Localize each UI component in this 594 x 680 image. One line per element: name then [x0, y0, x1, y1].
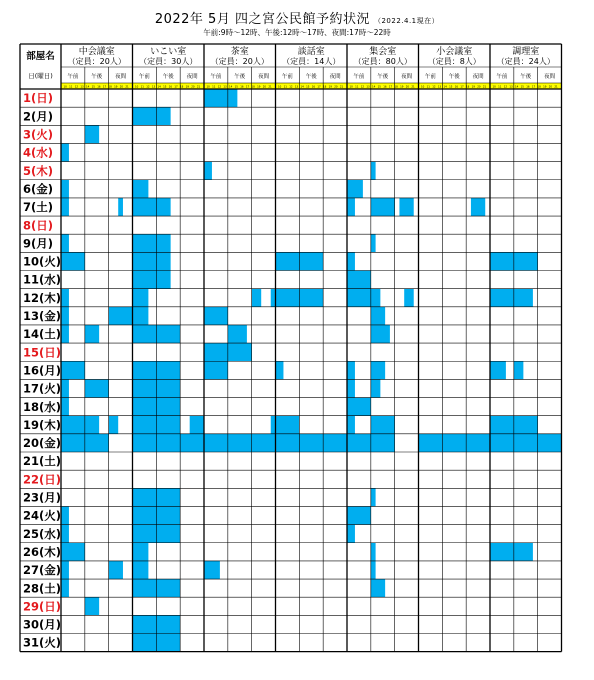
- booking-block: [371, 234, 376, 252]
- room-name: 小会議室: [436, 47, 473, 57]
- booking-block: [133, 198, 171, 216]
- day-label: 1(日): [23, 91, 54, 106]
- as-of-date: （2022.4.1現在）: [373, 17, 440, 25]
- booking-block: [490, 543, 533, 561]
- day-label: 20(金): [23, 436, 62, 451]
- day-label: 18(水): [23, 399, 62, 414]
- hour-tick-label: 14: [157, 85, 161, 89]
- hour-tick-label: 16: [383, 85, 387, 89]
- booking-block: [490, 289, 533, 307]
- day-label: 16(月): [23, 363, 62, 378]
- booking-block: [61, 579, 69, 597]
- hour-tick-label: 18: [537, 85, 541, 89]
- period-label: 午後: [234, 74, 246, 80]
- room-capacity: （定員：20人）: [210, 57, 269, 66]
- day-label: 29(日): [23, 599, 62, 614]
- booking-block: [85, 379, 109, 397]
- period-label: 夜間: [544, 74, 556, 80]
- hour-tick-label: 10: [278, 85, 282, 89]
- day-label: 22(日): [23, 472, 62, 487]
- period-label: 午前: [210, 74, 222, 80]
- period-label: 午前: [496, 74, 508, 80]
- day-label: 19(木): [23, 417, 62, 432]
- booking-block: [347, 506, 371, 524]
- hour-tick-label: 17: [460, 85, 464, 89]
- day-label: 31(火): [23, 635, 62, 650]
- day-label: 17(火): [23, 381, 62, 396]
- hour-tick-label: 13: [509, 85, 513, 89]
- booking-block: [204, 561, 220, 579]
- hour-tick-label: 20: [334, 85, 338, 89]
- hour-tick-label: 11: [140, 85, 144, 89]
- hour-tick-label: 12: [289, 85, 293, 89]
- booking-block: [347, 252, 355, 270]
- room-capacity: （定員：8人）: [427, 57, 481, 66]
- hour-tick-label: 13: [80, 85, 84, 89]
- hour-tick-label: 20: [405, 85, 410, 89]
- room-capacity: （定員：14人）: [282, 57, 341, 66]
- hour-tick-label: 17: [317, 85, 321, 89]
- booking-block: [204, 307, 228, 325]
- hour-tick-label: 13: [294, 85, 299, 89]
- hour-tick-label: 14: [229, 85, 233, 89]
- hour-tick-label: 11: [283, 85, 287, 89]
- booking-block: [371, 325, 390, 343]
- booking-block: [371, 488, 376, 506]
- booking-block: [61, 525, 69, 543]
- room-name: 調理室: [512, 47, 540, 57]
- day-label: 13(金): [23, 309, 62, 323]
- hour-tick-label: 18: [108, 85, 112, 89]
- booking-block: [271, 289, 276, 307]
- hour-tick-label: 18: [394, 85, 398, 89]
- day-label: 2(月): [23, 109, 54, 124]
- booking-block: [347, 180, 363, 198]
- booking-block: [347, 271, 371, 289]
- period-label: 午後: [448, 74, 460, 80]
- hour-tick-label: 21: [482, 85, 487, 89]
- hour-tick-label: 20: [191, 85, 195, 89]
- period-label: 午前: [67, 74, 79, 80]
- booking-block: [252, 289, 262, 307]
- booking-block: [371, 198, 395, 216]
- period-label: 午後: [377, 74, 389, 80]
- period-label: 午後: [162, 74, 174, 80]
- day-label: 28(土): [23, 581, 62, 596]
- booking-block: [276, 361, 284, 379]
- hour-tick-label: 20: [548, 85, 553, 89]
- booking-block: [347, 289, 380, 307]
- hour-tick-label: 10: [349, 85, 353, 89]
- room-capacity: （定員：24人）: [496, 57, 555, 66]
- booking-block: [371, 379, 381, 397]
- hour-tick-label: 11: [498, 85, 502, 89]
- period-label: 午前: [424, 74, 436, 80]
- hour-tick-label: 21: [125, 85, 129, 89]
- booking-block: [133, 434, 205, 452]
- hour-tick-label: 11: [355, 85, 359, 89]
- hour-tick-label: 12: [74, 85, 79, 89]
- period-label: 夜間: [329, 74, 341, 80]
- hour-tick-label: 10: [421, 85, 425, 89]
- booking-block: [133, 307, 149, 325]
- hour-tick-label: 18: [251, 85, 255, 89]
- booking-block: [347, 379, 355, 397]
- day-label: 30(月): [23, 617, 62, 632]
- hour-tick-label: 16: [97, 85, 101, 89]
- hour-tick-label: 10: [135, 85, 139, 89]
- room-name: 中会議室: [78, 47, 115, 57]
- booking-block: [61, 379, 69, 397]
- hour-tick-label: 14: [86, 85, 90, 89]
- booking-block: [133, 107, 171, 125]
- hour-tick-label: 15: [234, 85, 238, 89]
- hour-tick-label: 15: [91, 85, 95, 89]
- hour-tick-label: 14: [443, 85, 447, 89]
- day-label: 12(木): [23, 290, 62, 305]
- hour-tick-label: 19: [185, 85, 189, 89]
- hour-tick-label: 21: [339, 85, 344, 89]
- booking-block: [371, 579, 385, 597]
- hour-tick-label: 17: [245, 85, 250, 89]
- date-header: 日(曜日): [28, 72, 53, 80]
- day-label: 4(水): [23, 145, 54, 160]
- booking-block: [61, 307, 69, 325]
- room-name: いこい室: [150, 47, 187, 57]
- hour-tick-label: 10: [63, 85, 67, 89]
- hour-tick-label: 15: [520, 85, 524, 89]
- hour-tick-label: 13: [437, 85, 442, 89]
- hour-tick-label: 11: [212, 85, 216, 89]
- booking-block: [228, 325, 247, 343]
- booking-block: [490, 434, 562, 452]
- corner-label: 部屋名: [26, 51, 55, 62]
- booking-block: [204, 434, 276, 452]
- hour-tick-label: 15: [163, 85, 167, 89]
- booking-block: [347, 416, 355, 434]
- booking-block: [404, 289, 414, 307]
- booking-block: [61, 180, 69, 198]
- room-name: 集会室: [369, 47, 397, 57]
- hour-tick-label: 16: [526, 85, 530, 89]
- hour-tick-label: 19: [543, 85, 547, 89]
- hour-tick-label: 20: [119, 85, 124, 89]
- booking-block: [419, 434, 491, 452]
- booking-block: [85, 597, 99, 615]
- room-name: 談話室: [297, 47, 325, 57]
- booking-block: [61, 561, 69, 579]
- period-label: 午後: [305, 74, 317, 80]
- period-label: 午前: [353, 74, 365, 80]
- booking-block: [490, 361, 506, 379]
- period-label: 夜間: [401, 74, 413, 80]
- hour-tick-label: 18: [323, 85, 327, 89]
- booking-block: [371, 561, 376, 579]
- hour-tick-label: 11: [69, 85, 73, 89]
- booking-block: [133, 561, 149, 579]
- day-label: 26(木): [23, 544, 62, 559]
- hour-tick-label: 12: [432, 85, 436, 89]
- booking-block: [61, 234, 69, 252]
- title-text: 2022年 5月 四之宮公民館予約状況: [154, 12, 370, 27]
- hour-tick-label: 20: [477, 85, 481, 89]
- hour-tick-label: 15: [377, 85, 381, 89]
- booking-block: [61, 325, 69, 343]
- booking-block: [347, 525, 355, 543]
- hour-tick-label: 12: [217, 85, 222, 89]
- period-label: 夜間: [115, 74, 127, 80]
- day-label: 23(月): [23, 490, 62, 505]
- booking-block: [271, 416, 276, 434]
- day-label: 27(金): [23, 563, 62, 578]
- room-capacity: （定員：30人）: [139, 57, 198, 66]
- booking-block: [61, 416, 99, 434]
- hour-tick-label: 17: [102, 85, 107, 89]
- day-label: 21(土): [23, 454, 62, 469]
- booking-block: [109, 561, 123, 579]
- hour-tick-label: 14: [515, 85, 519, 89]
- booking-block: [204, 89, 237, 107]
- hour-tick-label: 16: [240, 85, 244, 89]
- booking-block: [61, 543, 85, 561]
- period-label: 夜間: [258, 74, 270, 80]
- booking-block: [61, 506, 69, 524]
- hour-tick-label: 19: [328, 85, 332, 89]
- hour-tick-label: 21: [268, 85, 272, 89]
- hour-tick-label: 18: [466, 85, 470, 89]
- hour-tick-label: 12: [360, 85, 365, 89]
- day-label: 7(土): [23, 200, 54, 215]
- hour-tick-label: 16: [311, 85, 316, 89]
- hour-tick-label: 21: [411, 85, 415, 89]
- day-label: 10(火): [23, 254, 62, 269]
- hour-tick-label: 21: [196, 85, 201, 89]
- room-name: 茶室: [230, 47, 249, 57]
- hours-note: 午前:9時～12時、午後:12時～17時、夜間:17時～22時: [203, 28, 391, 37]
- hour-tick-label: 16: [454, 85, 459, 89]
- day-label: 9(月): [23, 236, 54, 251]
- booking-block: [133, 543, 149, 561]
- day-label: 5(木): [23, 163, 54, 178]
- day-label: 15(日): [23, 345, 62, 360]
- booking-block: [61, 252, 85, 270]
- hour-tick-label: 19: [471, 85, 475, 89]
- period-label: 午前: [138, 74, 150, 80]
- booking-block: [204, 162, 212, 180]
- day-label: 25(水): [23, 526, 62, 541]
- hour-tick-label: 11: [426, 85, 430, 89]
- day-label: 8(日): [23, 218, 54, 233]
- booking-block: [347, 398, 371, 416]
- booking-block: [61, 361, 85, 379]
- hour-tick-label: 12: [503, 85, 508, 89]
- day-label: 3(火): [23, 127, 54, 142]
- day-label: 14(土): [23, 327, 62, 342]
- hour-tick-label: 10: [206, 85, 210, 89]
- booking-block: [133, 234, 171, 252]
- hour-tick-label: 13: [223, 85, 227, 89]
- hour-tick-label: 12: [146, 85, 150, 89]
- booking-block: [85, 325, 99, 343]
- booking-block: [85, 125, 99, 143]
- hour-tick-label: 17: [388, 85, 393, 89]
- booking-block: [133, 289, 149, 307]
- booking-block: [109, 307, 133, 325]
- booking-block: [204, 361, 228, 379]
- room-capacity: （定員：20人）: [67, 57, 126, 66]
- booking-block: [61, 289, 69, 307]
- period-label: 夜間: [186, 74, 198, 80]
- booking-block: [371, 543, 376, 561]
- hour-tick-label: 14: [372, 85, 376, 89]
- booking-block: [471, 198, 485, 216]
- hour-tick-label: 19: [400, 85, 404, 89]
- booking-block: [133, 180, 149, 198]
- hour-tick-label: 17: [174, 85, 178, 89]
- booking-block: [133, 271, 171, 289]
- day-label: 11(水): [23, 272, 62, 287]
- booking-block: [371, 361, 385, 379]
- booking-block: [371, 416, 395, 434]
- hour-tick-label: 10: [492, 85, 496, 89]
- hour-tick-label: 20: [262, 85, 267, 89]
- booking-block: [371, 307, 385, 325]
- booking-block: [109, 416, 119, 434]
- hour-tick-label: 13: [366, 85, 370, 89]
- hour-tick-label: 15: [306, 85, 310, 89]
- booking-block: [61, 198, 69, 216]
- hour-tick-label: 18: [180, 85, 184, 89]
- hour-tick-label: 16: [168, 85, 173, 89]
- period-label: 午前: [281, 74, 293, 80]
- booking-block: [276, 434, 348, 452]
- hour-tick-label: 19: [114, 85, 118, 89]
- booking-block: [61, 143, 69, 161]
- period-label: 午後: [91, 74, 103, 80]
- booking-block: [190, 416, 204, 434]
- period-label: 午後: [520, 74, 532, 80]
- hour-tick-label: 21: [554, 85, 558, 89]
- hour-tick-label: 15: [449, 85, 453, 89]
- hour-tick-label: 19: [257, 85, 261, 89]
- day-label: 24(火): [23, 508, 62, 523]
- booking-block: [514, 361, 524, 379]
- booking-block: [118, 198, 123, 216]
- hour-tick-label: 13: [151, 85, 156, 89]
- period-label: 夜間: [472, 74, 484, 80]
- booking-block: [133, 252, 171, 270]
- booking-block: [347, 198, 355, 216]
- room-capacity: （定員：80人）: [353, 57, 412, 66]
- booking-block: [61, 398, 69, 416]
- booking-block: [347, 361, 355, 379]
- booking-block: [399, 198, 413, 216]
- hour-tick-label: 14: [300, 85, 304, 89]
- hour-tick-label: 17: [531, 85, 536, 89]
- booking-block: [371, 162, 376, 180]
- day-label: 6(金): [23, 181, 54, 196]
- booking-block: [276, 416, 300, 434]
